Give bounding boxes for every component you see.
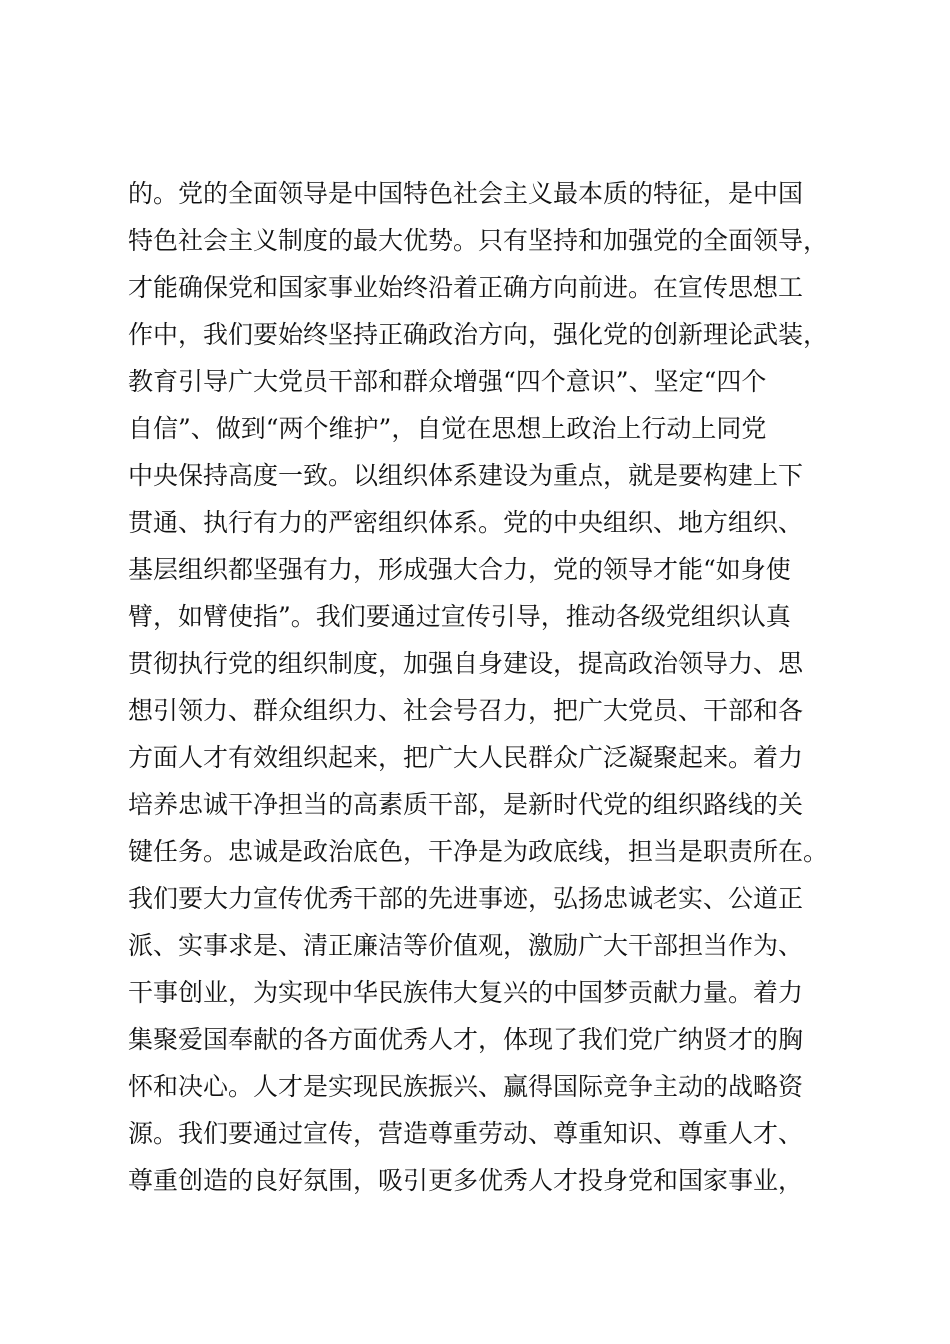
text-line: 才能确保党和国家事业始终沿着正确方向前进。在宣传思想工 bbox=[128, 273, 804, 302]
text-line: 我们要大力宣传优秀干部的先进事迹，弘扬忠诚老实、公道正 bbox=[128, 884, 804, 913]
text-line: 怀和决心。人才是实现民族振兴、赢得国际竞争主动的战略资 bbox=[128, 1072, 804, 1101]
text-line: 自信”、做到“两个维护”，自觉在思想上政治上行动上同党 bbox=[128, 414, 767, 443]
text-line: 的。党的全面领导是中国特色社会主义最本质的特征，是中国 bbox=[128, 179, 804, 208]
text-line: 干事创业，为实现中华民族伟大复兴的中国梦贡献力量。着力 bbox=[128, 978, 804, 1007]
text-line: 键任务。忠诚是政治底色，干净是为政底线，担当是职责所在。 bbox=[128, 837, 829, 866]
text-line: 尊重创造的良好氛围，吸引更多优秀人才投身党和国家事业， bbox=[128, 1166, 804, 1195]
text-line: 特色社会主义制度的最大优势。只有坚持和加强党的全面领导， bbox=[128, 226, 829, 255]
text-line: 基层组织都坚强有力，形成强大合力，党的领导才能“如身使 bbox=[128, 555, 791, 584]
text-line: 贯通、执行有力的严密组织体系。党的中央组织、地方组织、 bbox=[128, 508, 804, 537]
text-line: 培养忠诚干净担当的高素质干部，是新时代党的组织路线的关 bbox=[128, 790, 804, 819]
text-line: 派、实事求是、清正廉洁等价值观，激励广大干部担当作为、 bbox=[128, 931, 804, 960]
text-line: 臂，如臂使指”。我们要通过宣传引导，推动各级党组织认真 bbox=[128, 602, 791, 631]
text-line: 源。我们要通过宣传，营造尊重劳动、尊重知识、尊重人才、 bbox=[128, 1119, 804, 1148]
body-text bbox=[128, 170, 858, 1204]
text-line: 想引领力、群众组织力、社会号召力，把广大党员、干部和各 bbox=[128, 696, 804, 725]
text-line: 方面人才有效组织起来，把广大人民群众广泛凝聚起来。着力 bbox=[128, 743, 804, 772]
text-line: 中央保持高度一致。以组织体系建设为重点，就是要构建上下 bbox=[128, 461, 804, 490]
text-line: 作中，我们要始终坚持正确政治方向，强化党的创新理论武装， bbox=[128, 320, 829, 349]
text-line: 贯彻执行党的组织制度，加强自身建设，提高政治领导力、思 bbox=[128, 649, 804, 678]
text-line: 教育引导广大党员干部和群众增强“四个意识”、坚定“四个 bbox=[128, 367, 767, 396]
text-line: 集聚爱国奉献的各方面优秀人才，体现了我们党广纳贤才的胸 bbox=[128, 1025, 804, 1054]
